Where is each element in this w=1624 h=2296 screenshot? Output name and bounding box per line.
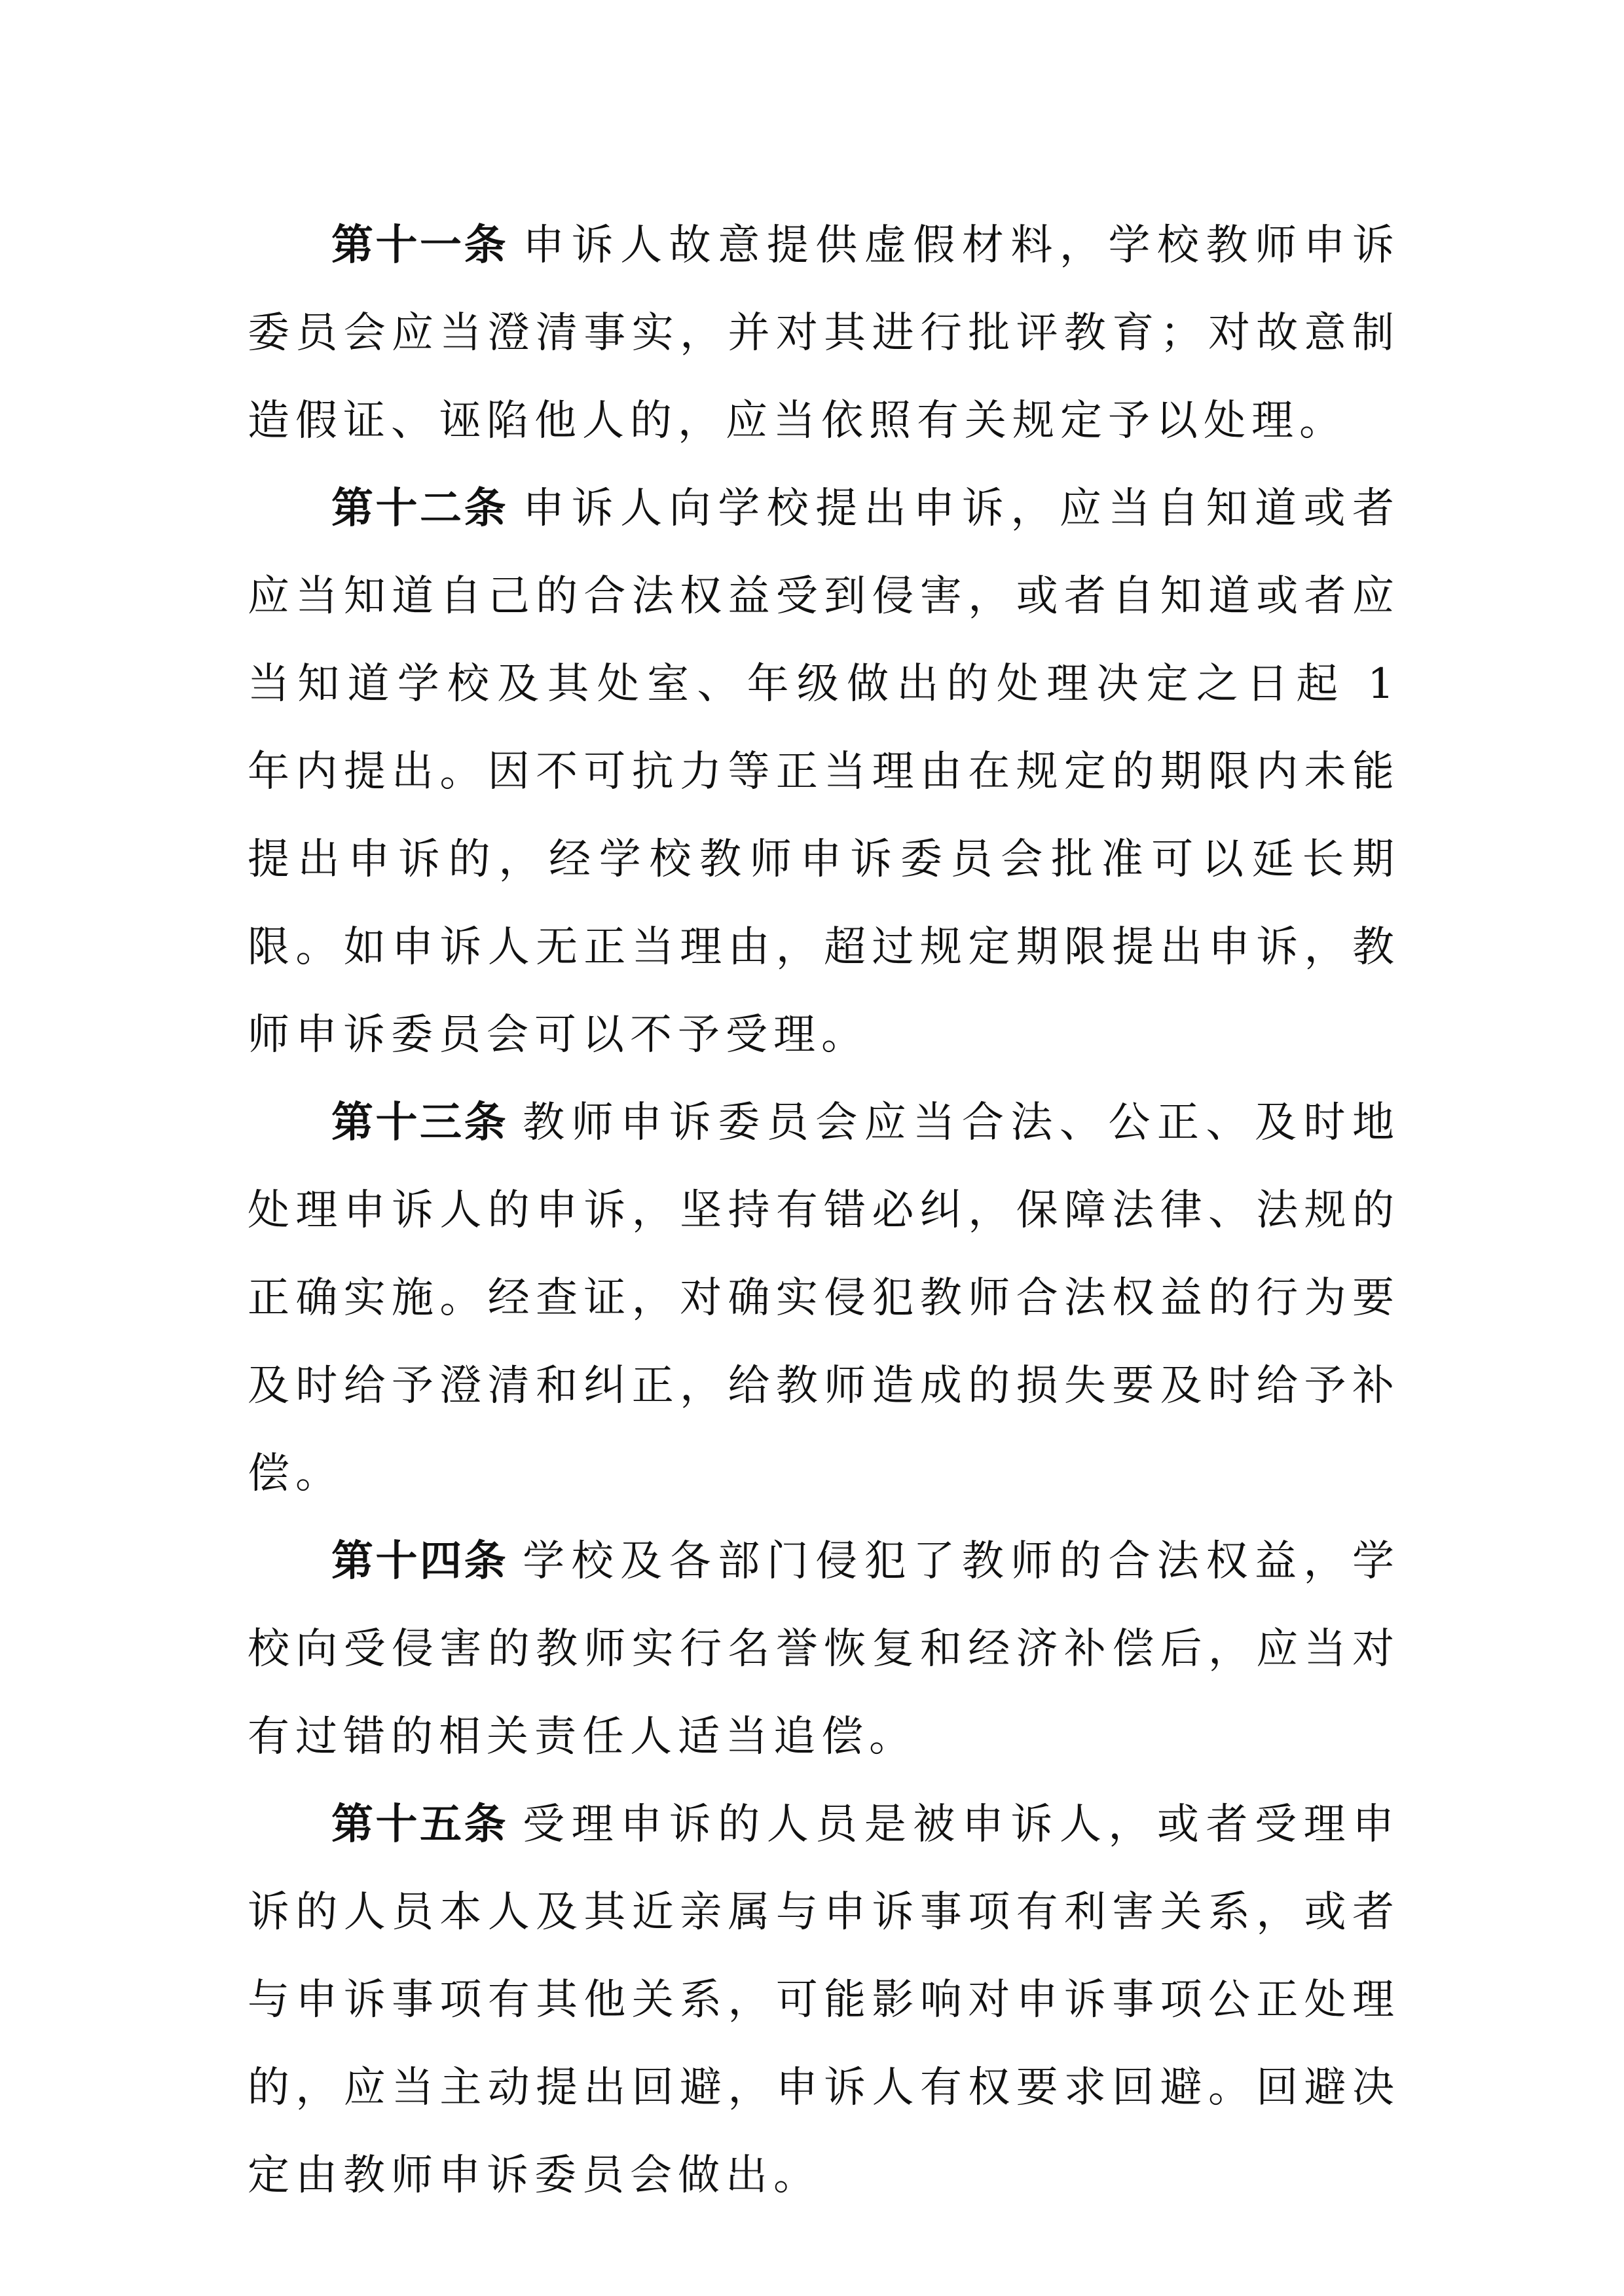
article-13-text: 教师申诉委员会应当合法、公正、及时地处理申诉人的申诉，坚持有错必纠，保障法律、法规的正确实施。经查证，对确实侵犯教师合法权益的行为要及时给予澄清和纠正，给教师造成的损失要及时给予补偿。 [248,1099,1401,1498]
article-13 [248,1079,1400,1518]
article-12-number: 第十二条 [331,484,509,533]
document-body [248,202,1400,2219]
article-15-number: 第十五条 [331,1800,509,1849]
article-12-text: 申诉人向学校提出申诉，应当自知道或者应当知道自己的合法权益受到侵害，或者自知道或者应当知道学校及其处室、年级做出的处理决定之日起 1 年内提出。因不可抗力等正当理由在规定的期限内未能提出申诉的，经学校教师申诉委员会批准可以延长期限。如申诉人无正当理由，超过规定期限提出申诉，教师申诉委员会可以不予受理。 [248,484,1401,1059]
article-14 [248,1518,1400,1781]
article-14-number: 第十四条 [331,1537,509,1586]
article-15-text: 受理申诉的人员是被申诉人，或者受理申诉的人员本人及其近亲属与申诉事项有利害关系，或者与申诉事项有其他关系，可能影响对申诉事项公正处理的，应当主动提出回避，申诉人有权要求回避。回避决定由教师申诉委员会做出。 [248,1800,1401,2200]
article-13-number: 第十三条 [331,1099,509,1147]
article-11 [248,202,1400,465]
article-15 [248,1781,1400,2219]
article-11-text: 申诉人故意提供虚假材料，学校教师申诉委员会应当澄清事实，并对其进行批评教育；对故意制造假证、诬陷他人的，应当依照有关规定予以处理。 [248,221,1401,445]
article-14-text: 学校及各部门侵犯了教师的合法权益，学校向受侵害的教师实行名誉恢复和经济补偿后，应当对有过错的相关责任人适当追偿。 [248,1537,1401,1761]
article-12 [248,465,1400,1079]
article-11-number: 第十一条 [331,221,509,270]
